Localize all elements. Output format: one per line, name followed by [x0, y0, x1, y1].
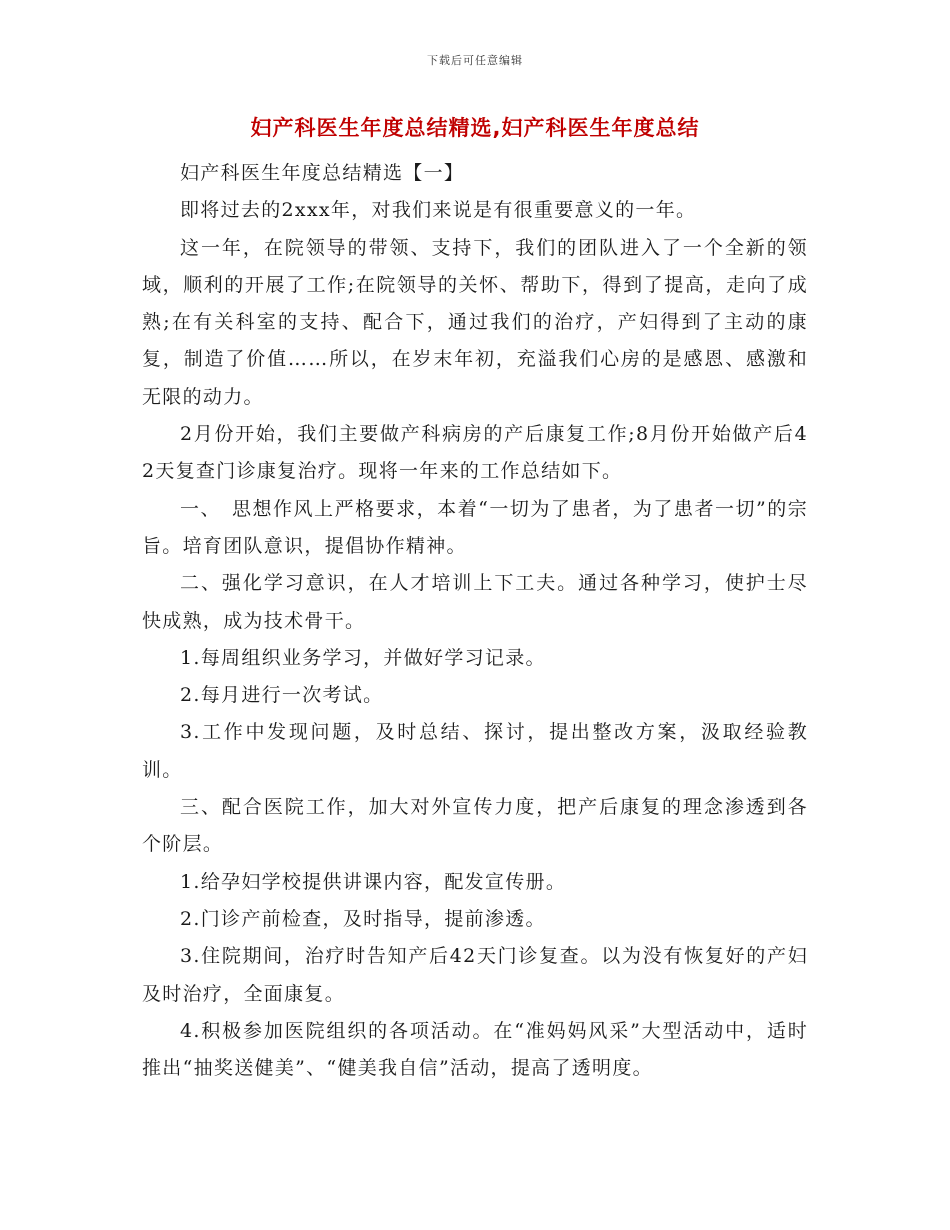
header-note: 下载后可任意编辑 [427, 54, 523, 67]
paragraph: 三、配合医院工作，加大对外宣传力度，把产后康复的理念渗透到各个阶层。 [142, 796, 808, 856]
paragraph: 二、强化学习意识，在人才培训上下工夫。通过各种学习，使护士尽快成熟，成为技术骨干。 [142, 572, 808, 632]
paragraph: 这一年，在院领导的带领、支持下，我们的团队进入了一个全新的领域，顺利的开展了工作;在院领导的关怀、帮助下，得到了提高，走向了成熟;在有关科室的支持、配合下，通过我们的治疗，产妇得到了主动的康复，制造了价值……所以，在岁末年初，充溢我们心房的是感恩、感激和无限的动力。 [142, 236, 808, 408]
list-item: 1.每周组织业务学习，并做好学习记录。 [180, 646, 546, 669]
list-item: 3.工作中发现问题，及时总结、探讨，提出整改方案，汲取经验教训。 [142, 721, 808, 781]
document-title: 妇产科医生年度总结精选,妇产科医生年度总结 [250, 116, 700, 140]
paragraph: 一、 思想作风上严格要求，本着“一切为了患者，为了患者一切”的宗旨。培育团队意识，提倡协作精神。 [142, 497, 808, 557]
paragraph: 2月份开始，我们主要做产科病房的产后康复工作;8月份开始做产后42天复查门诊康复治疗。现将一年来的工作总结如下。 [142, 423, 808, 483]
document-body [142, 155, 808, 1087]
list-item: 1.给孕妇学校提供讲课内容，配发宣传册。 [180, 870, 567, 893]
list-item: 3.住院期间，治疗时告知产后42天门诊复查。以为没有恢复好的产妇及时治疗，全面康复。 [142, 945, 808, 1005]
list-item: 2.门诊产前检查，及时指导，提前渗透。 [180, 907, 546, 930]
section-heading: 妇产科医生年度总结精选【一】 [180, 162, 465, 184]
paragraph: 即将过去的2xxx年，对我们来说是有很重要意义的一年。 [180, 199, 697, 222]
list-item: 2.每月进行一次考试。 [180, 684, 384, 707]
list-item: 4.积极参加医院组织的各项活动。在“准妈妈风采”大型活动中，适时推出“抽奖送健美”、“健美我自信”活动，提高了透明度。 [142, 1019, 808, 1080]
